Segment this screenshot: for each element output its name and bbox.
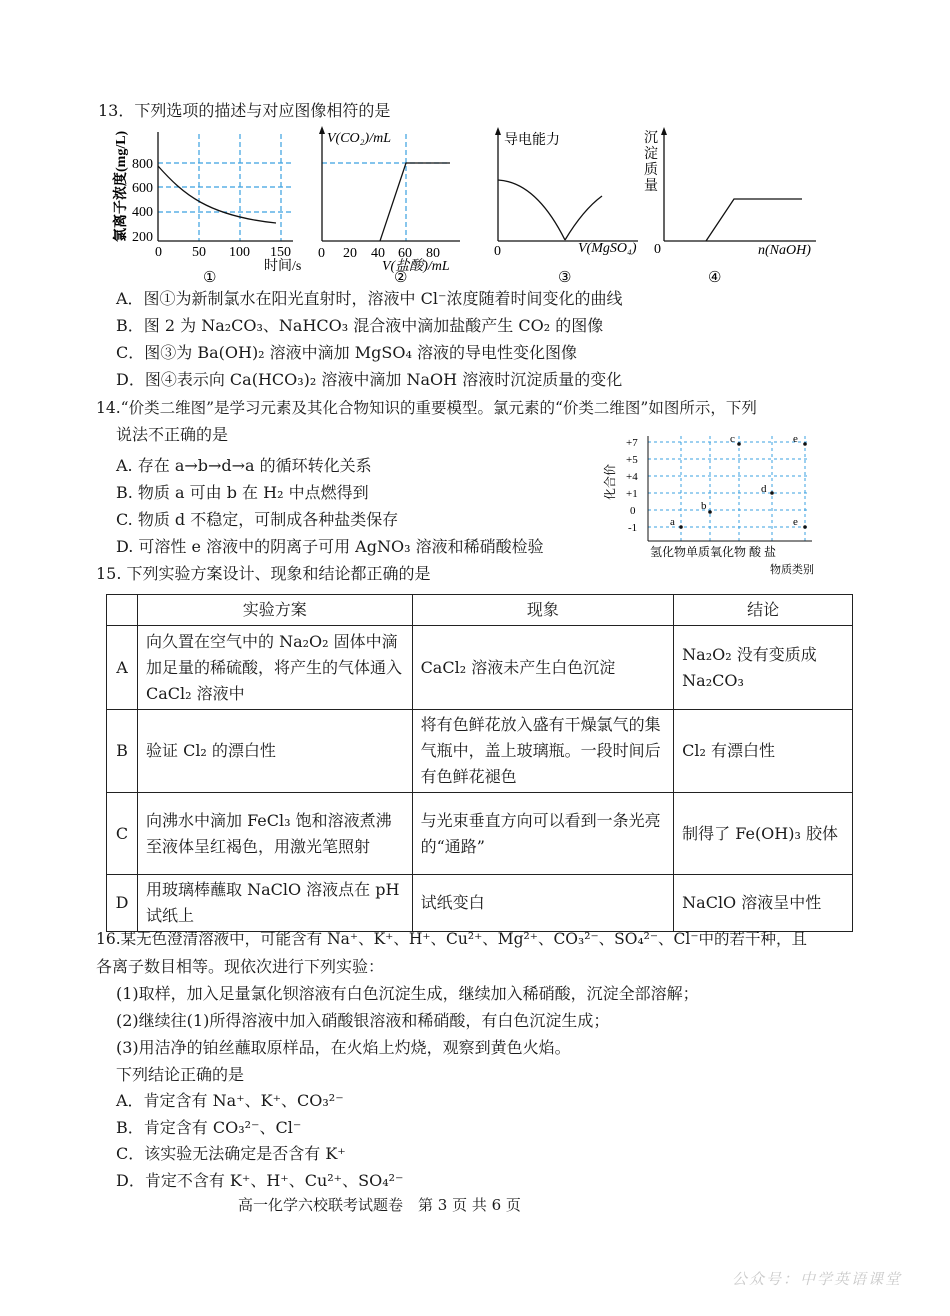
- point-e-lower: [803, 525, 807, 529]
- q14-stem-1: 14.“价类二维图”是学习元素及其化合物知识的重要模型。氯元素的“价类二维图”如图所示，下列: [96, 399, 757, 417]
- g1-xtick: 50: [192, 245, 206, 260]
- g4-ylabel-char: 量: [644, 179, 658, 194]
- table-header-row: [107, 595, 853, 626]
- row-conclusion: Cl₂ 有漂白性: [674, 710, 853, 793]
- q13-option-c: C．图③为 Ba(OH)₂ 溶液中滴加 MgSO₄ 溶液的导电性变化图像: [116, 343, 577, 362]
- table-header-cell: 实验方案: [137, 595, 412, 626]
- q14-chart-ytick: +5: [626, 454, 638, 466]
- g1-xtick: 100: [229, 245, 250, 260]
- point-e-upper: [803, 442, 807, 446]
- q16-question: 下列结论正确的是: [116, 1065, 245, 1084]
- row-plan: 用玻璃棒蘸取 NaClO 溶液点在 pH 试纸上: [137, 875, 412, 932]
- q14-chart-categories: 氢化物单质氧化物 酸 盐: [650, 545, 777, 559]
- row-phenomenon: 试纸变白: [412, 875, 674, 932]
- row-plan: 向久置在空气中的 Na₂O₂ 固体中滴加足量的稀硫酸，将产生的气体通入 CaCl₂ 溶液中: [137, 626, 412, 710]
- watermark: 公众号：中学英语课堂: [731, 1270, 902, 1288]
- g3-origin: 0: [494, 244, 501, 259]
- page-footer: 高一化学六校联考试题卷 第 3 页 共 6 页: [238, 1196, 521, 1214]
- g2-ylabel: V(CO₂)/mL: [327, 131, 391, 146]
- table-row: [107, 875, 853, 932]
- point-b-label: b: [701, 500, 707, 512]
- q14-chart-ytick: +7: [626, 437, 638, 449]
- q14-chart-ytick: -1: [628, 522, 638, 534]
- g3-figure-label: ③: [558, 270, 572, 286]
- q14-option-b: B. 物质 a 可由 b 在 H₂ 中点燃得到: [116, 483, 369, 502]
- q15-stem: 15. 下列实验方案设计、现象和结论都正确的是: [96, 564, 431, 583]
- row-phenomenon: 将有色鲜花放入盛有干燥氯气的集气瓶中，盖上玻璃瓶。一段时间后有色鲜花褪色: [412, 710, 674, 793]
- g1-ytick: 400: [132, 205, 153, 220]
- table-row: [107, 793, 853, 875]
- row-id: D: [107, 875, 138, 932]
- g2-xtick: 20: [343, 246, 357, 261]
- row-plan: 验证 Cl₂ 的漂白性: [137, 710, 412, 793]
- q14-chart-ytick: 0: [630, 505, 636, 517]
- table-row: [107, 626, 853, 710]
- g2-xtick: 60: [398, 246, 412, 261]
- g4-ylabel-char: 沉: [644, 131, 658, 146]
- g4-origin: 0: [654, 242, 661, 257]
- g2-xtick: 80: [426, 246, 440, 261]
- q14-chart-ytick: +1: [626, 488, 638, 500]
- q14-chart-xlabel: 物质类别: [770, 564, 814, 576]
- table-row: [107, 710, 853, 793]
- g3-ylabel: 导电能力: [504, 133, 560, 148]
- q13-option-a: A．图①为新制氯水在阳光直射时，溶液中 Cl⁻浓度随着时间变化的曲线: [116, 289, 623, 308]
- q16-option-d: D．肯定不含有 K⁺、H⁺、Cu²⁺、SO₄²⁻: [116, 1171, 404, 1190]
- q13-graph-2: [310, 124, 490, 289]
- row-conclusion: 制得了 Fe(OH)₃ 胶体: [674, 793, 853, 875]
- row-phenomenon: CaCl₂ 溶液未产生白色沉淀: [412, 626, 674, 710]
- g4-xlabel: n(NaOH): [758, 243, 811, 258]
- q13-graph-1: [108, 124, 308, 289]
- q16-stem-2: 各离子数目相等。现依次进行下列实验：: [96, 957, 385, 976]
- table-header-cell: 现象: [412, 595, 674, 626]
- q13-option-b: B．图 2 为 Na₂CO₃、NaHCO₃ 混合液中滴加盐酸产生 CO₂ 的图像: [116, 316, 604, 335]
- q16-option-a: A．肯定含有 Na⁺、K⁺、CO₃²⁻: [116, 1091, 344, 1110]
- row-phenomenon: 与光束垂直方向可以看到一条光亮的“通路”: [412, 793, 674, 875]
- row-plan: 向沸水中滴加 FeCl₃ 饱和溶液煮沸至液体呈红褐色，用激光笔照射: [137, 793, 412, 875]
- q14-option-d: D. 可溶性 e 溶液中的阴离子可用 AgNO₃ 溶液和稀硝酸检验: [116, 537, 544, 556]
- q16-step-1: (1)取样，加入足量氯化钡溶液有白色沉淀生成，继续加入稀硝酸，沉淀全部溶解；: [116, 984, 699, 1003]
- point-d: [770, 491, 774, 495]
- g4-ylabel-char: 淀: [644, 147, 658, 162]
- g1-xlabel: 时间/s: [264, 259, 302, 274]
- row-conclusion: Na₂O₂ 没有变质成 Na₂CO₃: [674, 626, 853, 710]
- g1-xtick: 150: [270, 245, 291, 260]
- g2-xtick: 0: [318, 246, 325, 261]
- q14-option-c: C. 物质 d 不稳定，可制成各种盐类保存: [116, 510, 399, 529]
- row-id: B: [107, 710, 138, 793]
- q14-chart-ytick: +4: [626, 471, 638, 483]
- g4-figure-label: ④: [708, 270, 722, 286]
- g1-ytick: 800: [132, 157, 153, 172]
- row-id: C: [107, 793, 138, 875]
- q16-stem-1: 16.某无色澄清溶液中，可能含有 Na⁺、K⁺、H⁺、Cu²⁺、Mg²⁺、CO₃²⁻、SO₄²⁻、Cl⁻中的若干种，且: [96, 930, 808, 948]
- q13-graph-3: [488, 124, 648, 289]
- table-header-cell: [107, 595, 138, 626]
- q13-graph-4: [640, 124, 830, 289]
- point-e-upper-label: e: [793, 433, 798, 445]
- q13-option-d: D．图④表示向 Ca(HCO₃)₂ 溶液中滴加 NaOH 溶液时沉淀质量的变化: [116, 370, 623, 389]
- g3-xlabel: V(MgSO₄): [578, 241, 637, 256]
- point-c-label: c: [730, 433, 735, 445]
- g4-ylabel-char: 质: [644, 163, 658, 178]
- q14-option-a: A. 存在 a→b→d→a 的循环转化关系: [116, 456, 372, 475]
- q16-step-2: (2)继续往(1)所得溶液中加入硝酸银溶液和稀硝酸，有白色沉淀生成；: [116, 1011, 610, 1030]
- g1-ytick: 600: [132, 181, 153, 196]
- point-a-label: a: [670, 516, 675, 528]
- q16-option-b: B．肯定含有 CO₃²⁻、Cl⁻: [116, 1118, 302, 1137]
- q13-stem: 13．下列选项的描述与对应图像相符的是: [98, 101, 391, 120]
- q16-step-3: (3)用洁净的铂丝蘸取原样品，在火焰上灼烧，观察到黄色火焰。: [116, 1038, 571, 1057]
- q14-valence-chart: [600, 428, 840, 578]
- experiment-table: [106, 594, 853, 932]
- point-d-label: d: [761, 483, 767, 495]
- g1-xtick: 0: [155, 245, 162, 260]
- q14-stem-2: 说法不正确的是: [116, 425, 229, 444]
- point-a: [679, 525, 683, 529]
- row-id: A: [107, 626, 138, 710]
- g1-figure-label: ①: [203, 270, 217, 286]
- g1-ylabel: 氯离子浓度(mg/L): [114, 130, 129, 242]
- q14-chart-ylabel: 化合价: [603, 463, 617, 500]
- point-c: [737, 442, 741, 446]
- g2-xtick: 40: [371, 246, 385, 261]
- point-b: [708, 510, 712, 514]
- row-conclusion: NaClO 溶液呈中性: [674, 875, 853, 932]
- q16-option-c: C．该实验无法确定是否含有 K⁺: [116, 1144, 346, 1163]
- g2-figure-label: ②: [394, 270, 408, 286]
- g1-ytick: 200: [132, 230, 153, 245]
- g2-xlabel: V(盐酸)/mL: [382, 259, 450, 274]
- point-e-lower-label: e: [793, 516, 798, 528]
- table-header-cell: 结论: [674, 595, 853, 626]
